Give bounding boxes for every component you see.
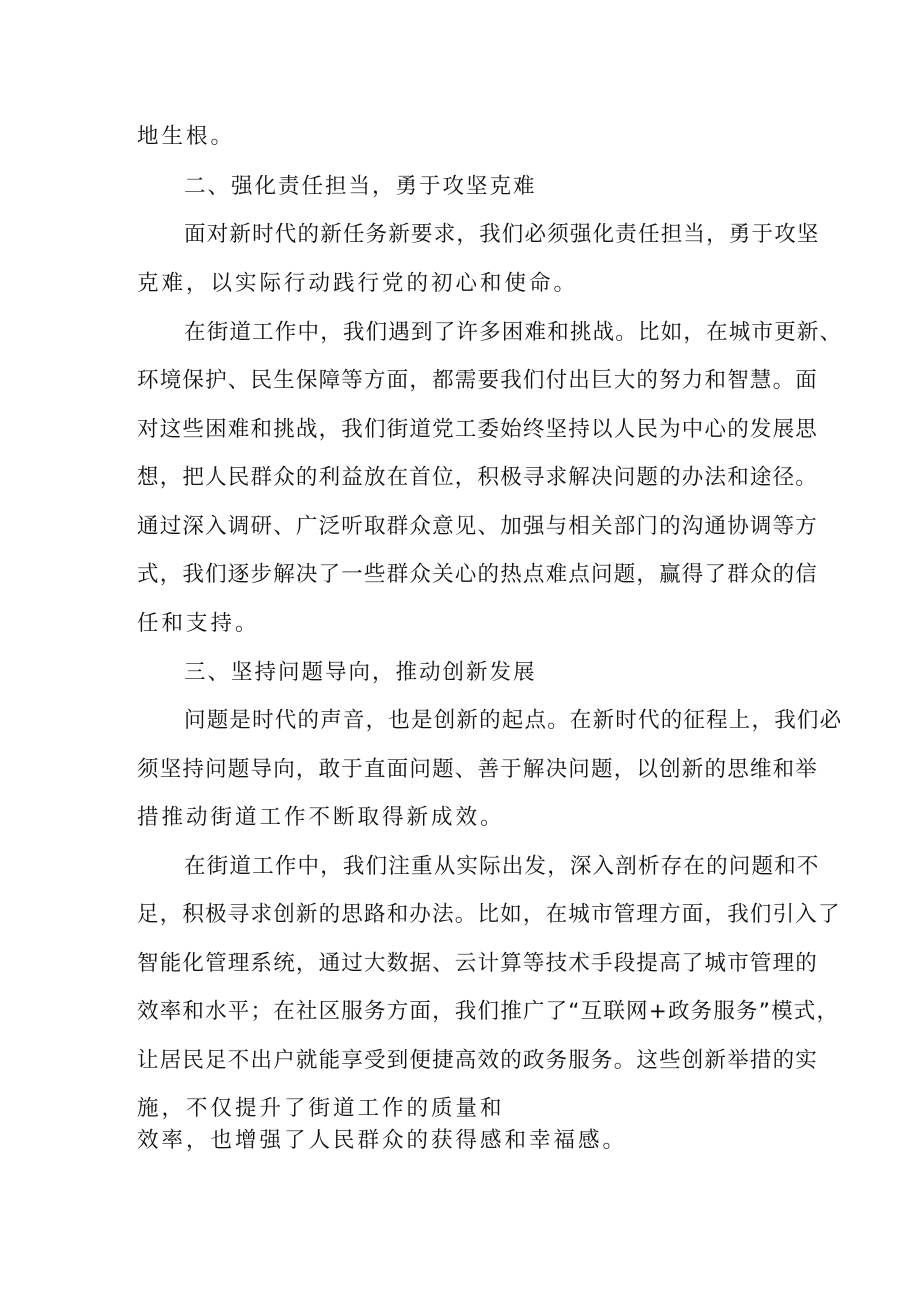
paragraph-line: 智能化管理系统，通过大数据、云计算等技术手段提高了城市管理的 bbox=[137, 951, 819, 976]
paragraph-line: 克难，以实际行动践行党的初心和使命。 bbox=[137, 271, 579, 296]
paragraph-line: 问题是时代的声音，也是创新的起点。在新时代的征程上，我们必 bbox=[184, 708, 843, 733]
paragraph-line: 效率，也增强了人民群众的获得感和幸福感。 bbox=[137, 1128, 628, 1153]
paragraph-line: 在街道工作中，我们遇到了许多困难和挑战。比如，在城市更新、 bbox=[184, 320, 843, 345]
paragraph-line: 让居民足不出户就能享受到便捷高效的政务服务。这些创新举措的实 bbox=[137, 1048, 819, 1073]
paragraph-line: 对这些困难和挑战，我们街道党工委始终坚持以人民为中心的发展思 bbox=[137, 417, 819, 442]
section-heading: 三、坚持问题导向，推动创新发展 bbox=[184, 660, 537, 685]
paragraph-line: 措推动街道工作不断取得新成效。 bbox=[137, 805, 505, 830]
paragraph-line: 在街道工作中，我们注重从实际出发，深入剖析存在的问题和不 bbox=[184, 854, 820, 879]
paragraph-line: 面对新时代的新任务新要求，我们必须强化责任担当，勇于攻坚 bbox=[184, 222, 820, 247]
paragraph-line: 效率和水平；在社区服务方面，我们推广了“互联网+政务服务”模式， bbox=[137, 999, 840, 1024]
paragraph-line: 任和支持。 bbox=[137, 611, 260, 636]
paragraph-line: 施，不仅提升了街道工作的质量和 bbox=[137, 1096, 505, 1121]
paragraph-line: 须坚持问题导向，敢于直面问题、善于解决问题，以创新的思维和举 bbox=[137, 757, 819, 782]
paragraph-line: 环境保护、民生保障等方面，都需要我们付出巨大的努力和智慧。面 bbox=[137, 368, 819, 393]
paragraph-line: 足，积极寻求创新的思路和办法。比如，在城市管理方面，我们引入了 bbox=[137, 902, 841, 927]
paragraph-line: 想，把人民群众的利益放在首位，积极寻求解决问题的办法和途径。 bbox=[137, 465, 819, 490]
paragraph-line: 式，我们逐步解决了一些群众关心的热点难点问题，赢得了群众的信 bbox=[137, 562, 819, 587]
section-heading: 二、强化责任担当，勇于攻坚克难 bbox=[184, 174, 537, 199]
paragraph-line: 地生根。 bbox=[137, 124, 236, 149]
paragraph-line: 通过深入调研、广泛听取群众意见、加强与相关部门的沟通协调等方 bbox=[137, 514, 819, 539]
